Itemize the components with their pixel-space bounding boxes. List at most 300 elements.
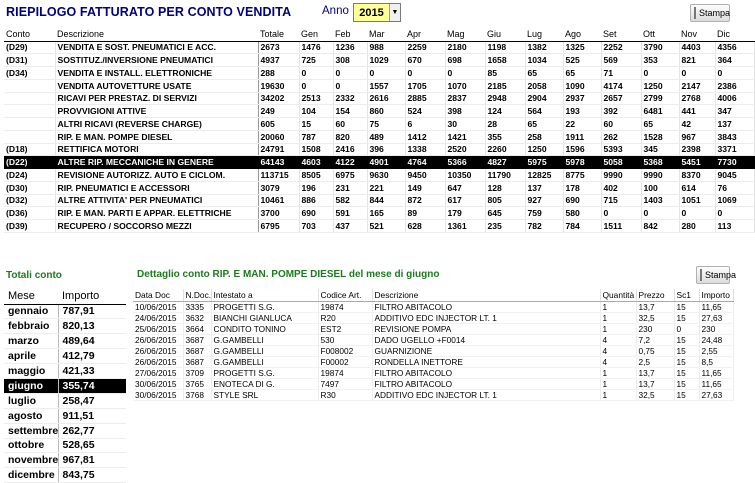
account-cell: 128 <box>485 181 525 194</box>
accounts-col-header[interactable]: Lug <box>525 27 563 41</box>
detail-row[interactable] <box>133 367 733 378</box>
account-row[interactable] <box>4 156 754 169</box>
account-cell: 715 <box>601 194 641 207</box>
account-cell: 345 <box>641 143 679 156</box>
account-cell: 5368 <box>641 156 679 169</box>
account-cell: 364 <box>715 54 754 67</box>
detail-col-header[interactable]: Sc1 <box>674 289 699 301</box>
detail-cell: 10/06/2015 <box>133 301 183 312</box>
detail-cell: 11,65 <box>699 301 733 312</box>
account-cell: 489 <box>367 130 405 143</box>
month-row[interactable] <box>4 378 126 393</box>
detail-cell: ADDITIVO EDC INJECTOR LT. 1 <box>372 312 600 323</box>
account-cell: (D18) <box>4 143 55 156</box>
account-cell: 231 <box>333 181 367 194</box>
account-cell: 2332 <box>333 92 367 105</box>
detail-cell: 27,63 <box>699 312 733 323</box>
account-cell: 628 <box>405 220 445 233</box>
account-row[interactable] <box>4 41 754 54</box>
account-cell: 178 <box>563 181 601 194</box>
account-cell: 1705 <box>405 79 445 92</box>
account-cell: 1476 <box>299 41 333 54</box>
month-row[interactable] <box>4 393 126 408</box>
detail-cell: 530 <box>318 334 372 345</box>
detail-cell: 15 <box>674 389 699 400</box>
account-cell: 2416 <box>333 143 367 156</box>
year-select[interactable] <box>353 3 401 22</box>
detail-cell: 15 <box>674 301 699 312</box>
account-cell: 0 <box>299 79 333 92</box>
month-row[interactable] <box>4 468 126 483</box>
detail-cell: 32,5 <box>636 312 674 323</box>
detail-cell: RONDELLA INETTORE <box>372 356 600 367</box>
print-summary-label: Stampa <box>699 8 731 18</box>
chevron-down-icon[interactable]: ▼ <box>389 4 400 21</box>
month-row[interactable] <box>4 438 126 453</box>
account-cell: VENDITA E INSTALL. ELETTRONICHE <box>55 67 258 80</box>
account-cell: 0 <box>445 67 485 80</box>
account-row[interactable] <box>4 220 754 233</box>
account-cell: 7730 <box>715 156 754 169</box>
detail-cell: 1 <box>600 367 636 378</box>
detail-cell: 3687 <box>183 356 211 367</box>
detail-cell: 1 <box>600 389 636 400</box>
account-cell: 280 <box>679 220 715 233</box>
account-cell: 20060 <box>258 130 299 143</box>
account-cell: (D36) <box>4 207 55 220</box>
account-cell: 11790 <box>485 169 525 182</box>
account-cell: 4122 <box>333 156 367 169</box>
account-row[interactable] <box>4 92 754 105</box>
account-cell: RIP. E MAN. PARTI E APPAR. ELETTRICHE <box>55 207 258 220</box>
account-cell: 2904 <box>525 92 563 105</box>
account-cell: SOSTITUZ./INVERSIONE PNEUMATICI <box>55 54 258 67</box>
account-cell: 725 <box>299 54 333 67</box>
account-cell: 1069 <box>715 194 754 207</box>
account-cell: 886 <box>299 194 333 207</box>
month-cell: 911,51 <box>58 408 126 423</box>
detail-col-header[interactable]: N.Doc. <box>183 289 211 301</box>
detail-col-header[interactable]: Data Doc <box>133 289 183 301</box>
account-row[interactable] <box>4 54 754 67</box>
accounts-col-header[interactable]: Set <box>601 27 641 41</box>
detail-cell: PROGETTI S.G. <box>211 367 318 378</box>
account-cell: 872 <box>405 194 445 207</box>
account-cell: 3790 <box>641 41 679 54</box>
account-cell: 1412 <box>405 130 445 143</box>
account-cell: 258 <box>525 130 563 143</box>
accounts-col-header[interactable]: Giu <box>485 27 525 41</box>
account-cell: 525 <box>563 54 601 67</box>
accounts-table <box>4 27 755 233</box>
account-cell: 591 <box>333 207 367 220</box>
detail-cell: 3765 <box>183 378 211 389</box>
month-row[interactable] <box>4 319 126 334</box>
accounts-col-header[interactable]: Gen <box>299 27 333 41</box>
detail-cell: 26/06/2015 <box>133 356 183 367</box>
detail-cell: 0,75 <box>636 345 674 356</box>
detail-cell: 15 <box>674 334 699 345</box>
detail-cell: 32,5 <box>636 389 674 400</box>
account-cell: 5393 <box>601 143 641 156</box>
account-cell: 196 <box>299 181 333 194</box>
account-cell: ALTRE RIP. MECCANICHE IN GENERE <box>55 156 258 169</box>
account-cell: PROVVIGIONI ATTIVE <box>55 105 258 118</box>
account-cell: 787 <box>299 130 333 143</box>
accounts-col-header[interactable]: Conto <box>4 27 55 41</box>
account-row[interactable] <box>4 169 754 182</box>
account-cell: 9990 <box>641 169 679 182</box>
detail-cell: 0 <box>674 323 699 334</box>
detail-cell: 26/06/2015 <box>133 334 183 345</box>
account-cell: 64143 <box>258 156 299 169</box>
account-cell: 2937 <box>563 92 601 105</box>
accounts-col-header[interactable]: Mag <box>445 27 485 41</box>
account-cell: 1250 <box>641 79 679 92</box>
detail-col-header[interactable]: Prezzo <box>636 289 674 301</box>
account-cell: (D34) <box>4 67 55 80</box>
print-detail-label: Stampa <box>705 270 737 280</box>
detail-cell: 13,7 <box>636 378 674 389</box>
account-cell: RECUPERO / SOCCORSO MEZZI <box>55 220 258 233</box>
account-cell: 967 <box>679 130 715 143</box>
totals-col-header[interactable]: Importo <box>58 289 126 304</box>
detail-cell: 1 <box>600 301 636 312</box>
account-cell: RIP. PNEUMATICI E ACCESSORI <box>55 181 258 194</box>
month-cell: 412,79 <box>58 349 126 364</box>
account-cell: ALTRI RICAVI (REVERSE CHARGE) <box>55 118 258 131</box>
month-cell: aprile <box>4 349 58 364</box>
account-cell <box>4 118 55 131</box>
month-cell: 528,65 <box>58 438 126 453</box>
account-cell: 698 <box>445 54 485 67</box>
account-cell: 9990 <box>601 169 641 182</box>
account-cell: 3371 <box>715 143 754 156</box>
account-cell: 988 <box>367 41 405 54</box>
account-cell: 15 <box>299 118 333 131</box>
detail-row[interactable] <box>133 345 733 356</box>
account-cell: 1403 <box>641 194 679 207</box>
detail-row[interactable] <box>133 356 733 367</box>
detail-cell: PROGETTI S.G. <box>211 301 318 312</box>
accounts-col-header[interactable]: Nov <box>679 27 715 41</box>
account-cell: 235 <box>485 220 525 233</box>
account-cell: 308 <box>333 54 367 67</box>
detail-cell: 24,48 <box>699 334 733 345</box>
account-cell: 1250 <box>525 143 563 156</box>
detail-cell: ADDITIVO EDC INJECTOR LT. 1 <box>372 389 600 400</box>
account-cell: 0 <box>641 207 679 220</box>
detail-col-header[interactable]: Codice Art. <box>318 289 372 301</box>
printer-icon <box>694 7 696 19</box>
accounts-col-header[interactable]: Totale <box>258 27 299 41</box>
account-cell: 65 <box>525 67 563 80</box>
print-summary-button[interactable] <box>690 4 730 22</box>
month-row[interactable] <box>4 423 126 438</box>
account-cell: 2616 <box>367 92 405 105</box>
account-cell: 2948 <box>485 92 525 105</box>
month-cell: settembre <box>4 423 58 438</box>
account-cell: 149 <box>405 181 445 194</box>
accounts-col-header[interactable]: Dic <box>715 27 754 41</box>
detail-cell: 11,65 <box>699 378 733 389</box>
account-cell: 4764 <box>405 156 445 169</box>
detail-row[interactable] <box>133 323 733 334</box>
account-cell: 113715 <box>258 169 299 182</box>
account-cell: 24791 <box>258 143 299 156</box>
account-cell: 75 <box>367 118 405 131</box>
accounts-col-header[interactable]: Ott <box>641 27 679 41</box>
detail-cell: 4 <box>600 356 636 367</box>
account-cell: RETTIFICA MOTORI <box>55 143 258 156</box>
account-cell: 5058 <box>601 156 641 169</box>
account-cell: 76 <box>715 181 754 194</box>
account-cell: 2260 <box>485 143 525 156</box>
account-cell: 927 <box>525 194 563 207</box>
detail-col-header[interactable]: Importo <box>699 289 733 301</box>
detail-cell: 7497 <box>318 378 372 389</box>
account-cell: 5366 <box>445 156 485 169</box>
accounts-col-header[interactable]: Descrizione <box>55 27 258 41</box>
account-row[interactable] <box>4 118 754 131</box>
account-cell: 2386 <box>715 79 754 92</box>
month-row[interactable] <box>4 334 126 349</box>
detail-row[interactable] <box>133 334 733 345</box>
detail-cell: 7,2 <box>636 334 674 345</box>
account-cell: 860 <box>367 105 405 118</box>
account-row[interactable] <box>4 143 754 156</box>
detail-cell: 11,65 <box>699 367 733 378</box>
account-cell: 2673 <box>258 41 299 54</box>
account-cell: 42 <box>679 118 715 131</box>
month-cell: 421,33 <box>58 364 126 379</box>
account-cell: 22 <box>563 118 601 131</box>
detail-cell: 15 <box>674 312 699 323</box>
account-cell: 353 <box>641 54 679 67</box>
month-row[interactable] <box>4 349 126 364</box>
account-cell: 614 <box>679 181 715 194</box>
account-cell: 262 <box>601 130 641 143</box>
detail-cell: 1 <box>600 323 636 334</box>
year-value: 2015 <box>359 6 384 19</box>
month-cell: giugno <box>4 378 58 393</box>
account-cell: 71 <box>601 67 641 80</box>
account-row[interactable] <box>4 79 754 92</box>
printer-icon <box>700 269 702 281</box>
month-cell: dicembre <box>4 468 58 483</box>
account-cell: 0 <box>715 67 754 80</box>
year-label: Anno <box>322 5 349 17</box>
detail-cell: CONDITO TONINO <box>211 323 318 334</box>
account-cell: 89 <box>405 207 445 220</box>
account-cell: 398 <box>445 105 485 118</box>
account-row[interactable] <box>4 67 754 80</box>
account-cell: 1070 <box>445 79 485 92</box>
detail-row[interactable] <box>133 378 733 389</box>
account-cell: ALTRE ATTIVITA' PER PNEUMATICI <box>55 194 258 207</box>
detail-table <box>133 289 734 401</box>
month-cell: febbraio <box>4 319 58 334</box>
account-cell: 564 <box>525 105 563 118</box>
account-cell: 6481 <box>641 105 679 118</box>
account-cell: 2768 <box>679 92 715 105</box>
detail-row[interactable] <box>133 312 733 323</box>
account-cell: 1198 <box>485 41 525 54</box>
month-row[interactable] <box>4 304 126 319</box>
account-cell: 100 <box>641 181 679 194</box>
account-cell: 6 <box>405 118 445 131</box>
account-cell: 65 <box>641 118 679 131</box>
detail-cell: 230 <box>636 323 674 334</box>
account-cell: 0 <box>405 67 445 80</box>
account-cell: 1421 <box>445 130 485 143</box>
detail-cell: 27,63 <box>699 389 733 400</box>
detail-col-header[interactable]: Intestato a <box>211 289 318 301</box>
account-cell: VENDITA AUTOVETTURE USATE <box>55 79 258 92</box>
account-cell: 9630 <box>367 169 405 182</box>
account-row[interactable] <box>4 207 754 220</box>
account-cell: 2185 <box>485 79 525 92</box>
account-cell: VENDITA E SOST. PNEUMATICI E ACC. <box>55 41 258 54</box>
print-detail-button[interactable] <box>696 266 737 284</box>
account-cell: 347 <box>715 105 754 118</box>
accounts-col-header[interactable]: Feb <box>333 27 367 41</box>
account-cell: 2657 <box>601 92 641 105</box>
account-cell: 2058 <box>525 79 563 92</box>
account-cell: 521 <box>367 220 405 233</box>
account-cell: 1236 <box>333 41 367 54</box>
detail-cell: 4 <box>600 345 636 356</box>
accounts-col-header[interactable]: Mar <box>367 27 405 41</box>
page-title: RIEPILOGO FATTURATO PER CONTO VENDITA <box>6 5 292 19</box>
account-cell: 2799 <box>641 92 679 105</box>
detail-cell: 30/06/2015 <box>133 389 183 400</box>
accounts-col-header[interactable]: Ago <box>563 27 601 41</box>
account-cell: 842 <box>641 220 679 233</box>
detail-row[interactable] <box>133 301 733 312</box>
detail-cell: 24/06/2015 <box>133 312 183 323</box>
detail-cell: 3687 <box>183 345 211 356</box>
detail-cell: DADO UGELLO +F0014 <box>372 334 600 345</box>
account-cell: 9450 <box>405 169 445 182</box>
account-cell: 10461 <box>258 194 299 207</box>
month-cell: 843,75 <box>58 468 126 483</box>
account-cell: RICAVI PER PRESTAZ. DI SERVIZI <box>55 92 258 105</box>
account-row[interactable] <box>4 130 754 143</box>
account-row[interactable] <box>4 194 754 207</box>
detail-cell: ENOTECA DI G. <box>211 378 318 389</box>
account-cell: 85 <box>485 67 525 80</box>
account-cell: 2885 <box>405 92 445 105</box>
account-cell: 4827 <box>485 156 525 169</box>
detail-col-header[interactable]: Quantità <box>600 289 636 301</box>
account-cell: 4403 <box>679 41 715 54</box>
account-cell: 1034 <box>525 54 563 67</box>
account-cell: 0 <box>333 67 367 80</box>
account-cell: 3843 <box>715 130 754 143</box>
month-cell: 820,13 <box>58 319 126 334</box>
month-cell: 258,47 <box>58 393 126 408</box>
detail-cell: 3687 <box>183 334 211 345</box>
account-cell: 2252 <box>601 41 641 54</box>
account-cell: 6795 <box>258 220 299 233</box>
detail-cell: FILTRO ABITACOLO <box>372 367 600 378</box>
detail-cell: 15 <box>674 345 699 356</box>
account-cell: 8370 <box>679 169 715 182</box>
account-cell: 2259 <box>405 41 445 54</box>
account-cell: 4174 <box>601 79 641 92</box>
detail-cell: 2,5 <box>636 356 674 367</box>
detail-cell: 30/06/2015 <box>133 378 183 389</box>
detail-title: Dettaglio conto RIP. E MAN. POMPE DIESEL del mese di giugno <box>137 269 440 280</box>
month-row[interactable] <box>4 364 126 379</box>
account-cell: 670 <box>405 54 445 67</box>
month-row[interactable] <box>4 408 126 423</box>
account-cell: 1511 <box>601 220 641 233</box>
account-cell: 784 <box>563 220 601 233</box>
detail-cell: EST2 <box>318 323 372 334</box>
account-cell: (D32) <box>4 194 55 207</box>
detail-cell: 1 <box>600 312 636 323</box>
account-cell: 104 <box>299 105 333 118</box>
month-row[interactable] <box>4 453 126 468</box>
account-cell: 4901 <box>367 156 405 169</box>
account-cell: 124 <box>485 105 525 118</box>
account-cell: 821 <box>679 54 715 67</box>
accounts-col-header[interactable]: Apr <box>405 27 445 41</box>
totals-col-header[interactable]: Mese <box>4 289 58 304</box>
account-cell: 569 <box>601 54 641 67</box>
account-cell: 0 <box>367 67 405 80</box>
account-cell: 113 <box>715 220 754 233</box>
account-cell: 1508 <box>299 143 333 156</box>
month-cell: gennaio <box>4 304 58 319</box>
month-cell: luglio <box>4 393 58 408</box>
account-cell: 1090 <box>563 79 601 92</box>
account-cell: 249 <box>258 105 299 118</box>
account-cell: 0 <box>679 207 715 220</box>
account-cell: 402 <box>601 181 641 194</box>
account-cell: 0 <box>715 207 754 220</box>
account-cell: 2837 <box>445 92 485 105</box>
detail-col-header[interactable]: Descrizione <box>372 289 600 301</box>
account-cell: 8505 <box>299 169 333 182</box>
account-cell: 437 <box>333 220 367 233</box>
account-cell: 1557 <box>367 79 405 92</box>
account-cell: 154 <box>333 105 367 118</box>
detail-cell: 26/06/2015 <box>133 345 183 356</box>
account-cell: 759 <box>525 207 563 220</box>
account-cell: 582 <box>333 194 367 207</box>
detail-cell: 15 <box>674 367 699 378</box>
detail-row[interactable] <box>133 389 733 400</box>
detail-cell: 19874 <box>318 367 372 378</box>
account-row[interactable] <box>4 105 754 118</box>
account-cell: 19630 <box>258 79 299 92</box>
totals-title: Totali conto <box>6 270 62 281</box>
detail-cell: FILTRO ABITACOLO <box>372 301 600 312</box>
account-cell: 805 <box>485 194 525 207</box>
account-cell: (D31) <box>4 54 55 67</box>
account-cell: 137 <box>525 181 563 194</box>
account-cell: 60 <box>601 118 641 131</box>
account-cell: 355 <box>485 130 525 143</box>
account-cell: 28 <box>485 118 525 131</box>
account-row[interactable] <box>4 181 754 194</box>
account-cell: 4006 <box>715 92 754 105</box>
detail-cell: 27/06/2015 <box>133 367 183 378</box>
detail-cell: 3709 <box>183 367 211 378</box>
